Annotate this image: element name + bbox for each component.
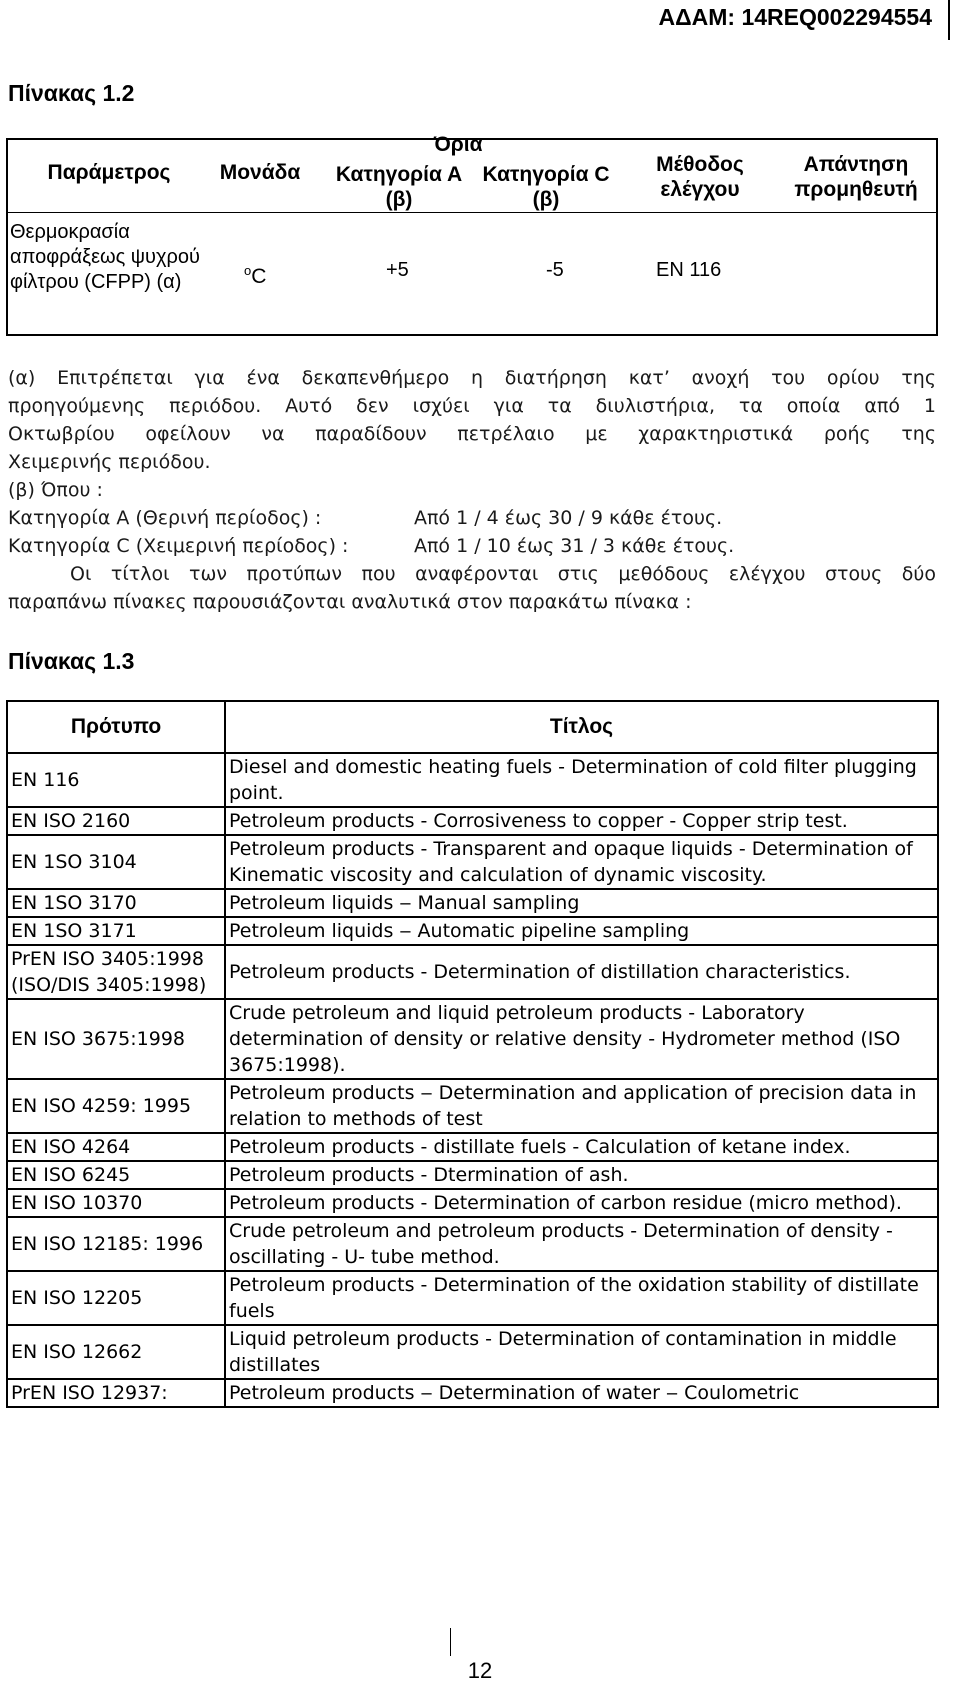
note-a-line: Χειμερινής περιόδου. — [8, 451, 211, 473]
note-a-line: Οκτωβρίου οφείλουν να παραδίδουν πετρέλαιο με χαρακτηριστικά ροής της — [8, 423, 936, 445]
cell-title: Petroleum products - Transparent and opaque liquids - Determination of Kinematic viscosity and calculation of dynamic viscosity. — [225, 835, 938, 889]
header-vertical-rule — [948, 0, 950, 40]
table-row — [7, 1189, 938, 1217]
table-1-3 — [6, 700, 939, 1408]
table-row — [7, 835, 938, 889]
cell-standard: EN ISO 12185: 1996 — [7, 1217, 225, 1271]
cell-standard: EN ISO 12205 — [7, 1271, 225, 1325]
table-1-3-title: Πίνακας 1.3 — [8, 648, 135, 674]
header-standard: Πρότυπο — [7, 701, 225, 753]
note-titles-line: Οι τίτλοι των προτύπων που αναφέρονται στις μεθόδους ελέγχου στους δύο — [70, 563, 936, 585]
header-parameter: Παράμετρος — [47, 161, 171, 184]
cell-standard: EN ISO 3675:1998 — [7, 999, 225, 1079]
cell-standard: EN ISO 12662 — [7, 1325, 225, 1379]
note-b-category-c-value: Από 1 / 10 έως 31 / 3 κάθε έτους. — [414, 535, 735, 557]
note-a-line: προηγούμενης περιόδου. Αυτό δεν ισχύει για τα διυλιστήρια, τα οποία από 1 — [8, 395, 936, 417]
document-id-header: ΑΔΑΜ: 14REQ002294554 — [658, 4, 932, 30]
header-title: Τίτλος — [225, 701, 938, 753]
cell-standard: PrEN ISO 3405:1998 (ISO/DIS 3405:1998) — [7, 945, 225, 999]
cell-standard: PrEN ISO 12937: — [7, 1379, 225, 1407]
cell-standard: EN 1SO 3104 — [7, 835, 225, 889]
header-limits: Όρια — [433, 133, 483, 156]
cell-title: Petroleum liquids ‒ Manual sampling — [225, 889, 938, 917]
cell-standard: EN ISO 4259: 1995 — [7, 1079, 225, 1133]
cell-title: Petroleum products - Determination of carbon residue (micro method). — [225, 1189, 938, 1217]
header-unit: Μονάδα — [219, 161, 301, 184]
cell-standard: EN 116 — [7, 753, 225, 807]
cell-title: Petroleum products ‒ Determination and application of precision data in relation to methods of test — [225, 1079, 938, 1133]
degree-superscript: o — [244, 263, 252, 278]
cell-standard: EN ISO 2160 — [7, 807, 225, 835]
table-row — [7, 753, 938, 807]
note-b-intro: (β) Όπου : — [8, 479, 103, 501]
cell-test-method: EN 116 — [656, 259, 722, 281]
cell-title: Petroleum products - Determination of distillation characteristics. — [225, 945, 938, 999]
note-b-category-a-value: Από 1 / 4 έως 30 / 9 κάθε έτους. — [414, 507, 723, 529]
cell-title: Petroleum products - Corrosiveness to copper - Copper strip test. — [225, 807, 938, 835]
unit-text: C — [251, 265, 267, 288]
note-a-line: (α) Επιτρέπεται για ένα δεκαπενθήμερο η διατήρηση κατ’ ανοχή του ορίου της — [8, 367, 936, 389]
table-row — [7, 1079, 938, 1133]
table-1-2 — [6, 133, 938, 336]
cell-standard: EN ISO 4264 — [7, 1133, 225, 1161]
cell-title: Petroleum products - Determination of the oxidation stability of distillate fuels — [225, 1271, 938, 1325]
header-supplier-response: Απάντηση προμηθευτή — [794, 153, 918, 201]
table-row — [7, 945, 938, 999]
table-row — [7, 999, 938, 1079]
table-1-2-title: Πίνακας 1.2 — [8, 80, 135, 106]
table-row — [7, 1217, 938, 1271]
cell-parameter: Θερμοκρασία αποφράξεως ψυχρού φίλτρου (CFPP) (α) — [10, 221, 200, 293]
cell-title: Crude petroleum and petroleum products - Determination of density - oscillating - U- tube method. — [225, 1217, 938, 1271]
cell-title: Petroleum products - distillate fuels - Calculation of ketane index. — [225, 1133, 938, 1161]
table-row — [7, 807, 938, 835]
header-category-a: Κατηγορία Α (β) — [335, 163, 463, 211]
table-row — [7, 1133, 938, 1161]
cell-standard: EN ISO 6245 — [7, 1161, 225, 1189]
note-b-category-c-label: Κατηγορία C (Χειμερινή περίοδος) : — [8, 535, 349, 557]
header-test-method: Μέθοδος ελέγχου — [656, 153, 744, 201]
cell-title: Petroleum products ‒ Determination of water ‒ Coulometric — [225, 1379, 938, 1407]
cell-title: Petroleum products - Dtermination of ash. — [225, 1161, 938, 1189]
table-body — [7, 753, 938, 1407]
cell-standard: EN ISO 10370 — [7, 1189, 225, 1217]
footer-rule — [450, 1628, 451, 1656]
cell-unit — [244, 258, 304, 289]
table-header-row — [7, 701, 938, 753]
cell-title: Petroleum liquids ‒ Automatic pipeline sampling — [225, 917, 938, 945]
page-number: 12 — [467, 1658, 493, 1683]
note-titles-line: παραπάνω πίνακες παρουσιάζονται αναλυτικά στον παρακάτω πίνακα : — [8, 591, 692, 613]
cell-standard: EN 1SO 3170 — [7, 889, 225, 917]
table-row — [7, 1379, 938, 1407]
cell-category-a: +5 — [386, 259, 409, 281]
table-row — [7, 1325, 938, 1379]
table-row — [7, 1161, 938, 1189]
table-row — [7, 917, 938, 945]
table-header-divider — [6, 212, 938, 213]
table-row — [7, 889, 938, 917]
header-category-c: Κατηγορία C (β) — [482, 163, 610, 211]
cell-title: Diesel and domestic heating fuels - Determination of cold filter plugging point. — [225, 753, 938, 807]
table-row — [7, 1271, 938, 1325]
cell-category-c: -5 — [546, 259, 564, 281]
table-border — [6, 334, 938, 336]
cell-standard: EN 1SO 3171 — [7, 917, 225, 945]
cell-title: Crude petroleum and liquid petroleum products - Laboratory determination of density or relative density - Hydrometer method (ISO 3675:1998). — [225, 999, 938, 1079]
note-b-category-a-label: Κατηγορία Α (Θερινή περίοδος) : — [8, 507, 322, 529]
cell-title: Liquid petroleum products - Determination of contamination in middle distillates — [225, 1325, 938, 1379]
